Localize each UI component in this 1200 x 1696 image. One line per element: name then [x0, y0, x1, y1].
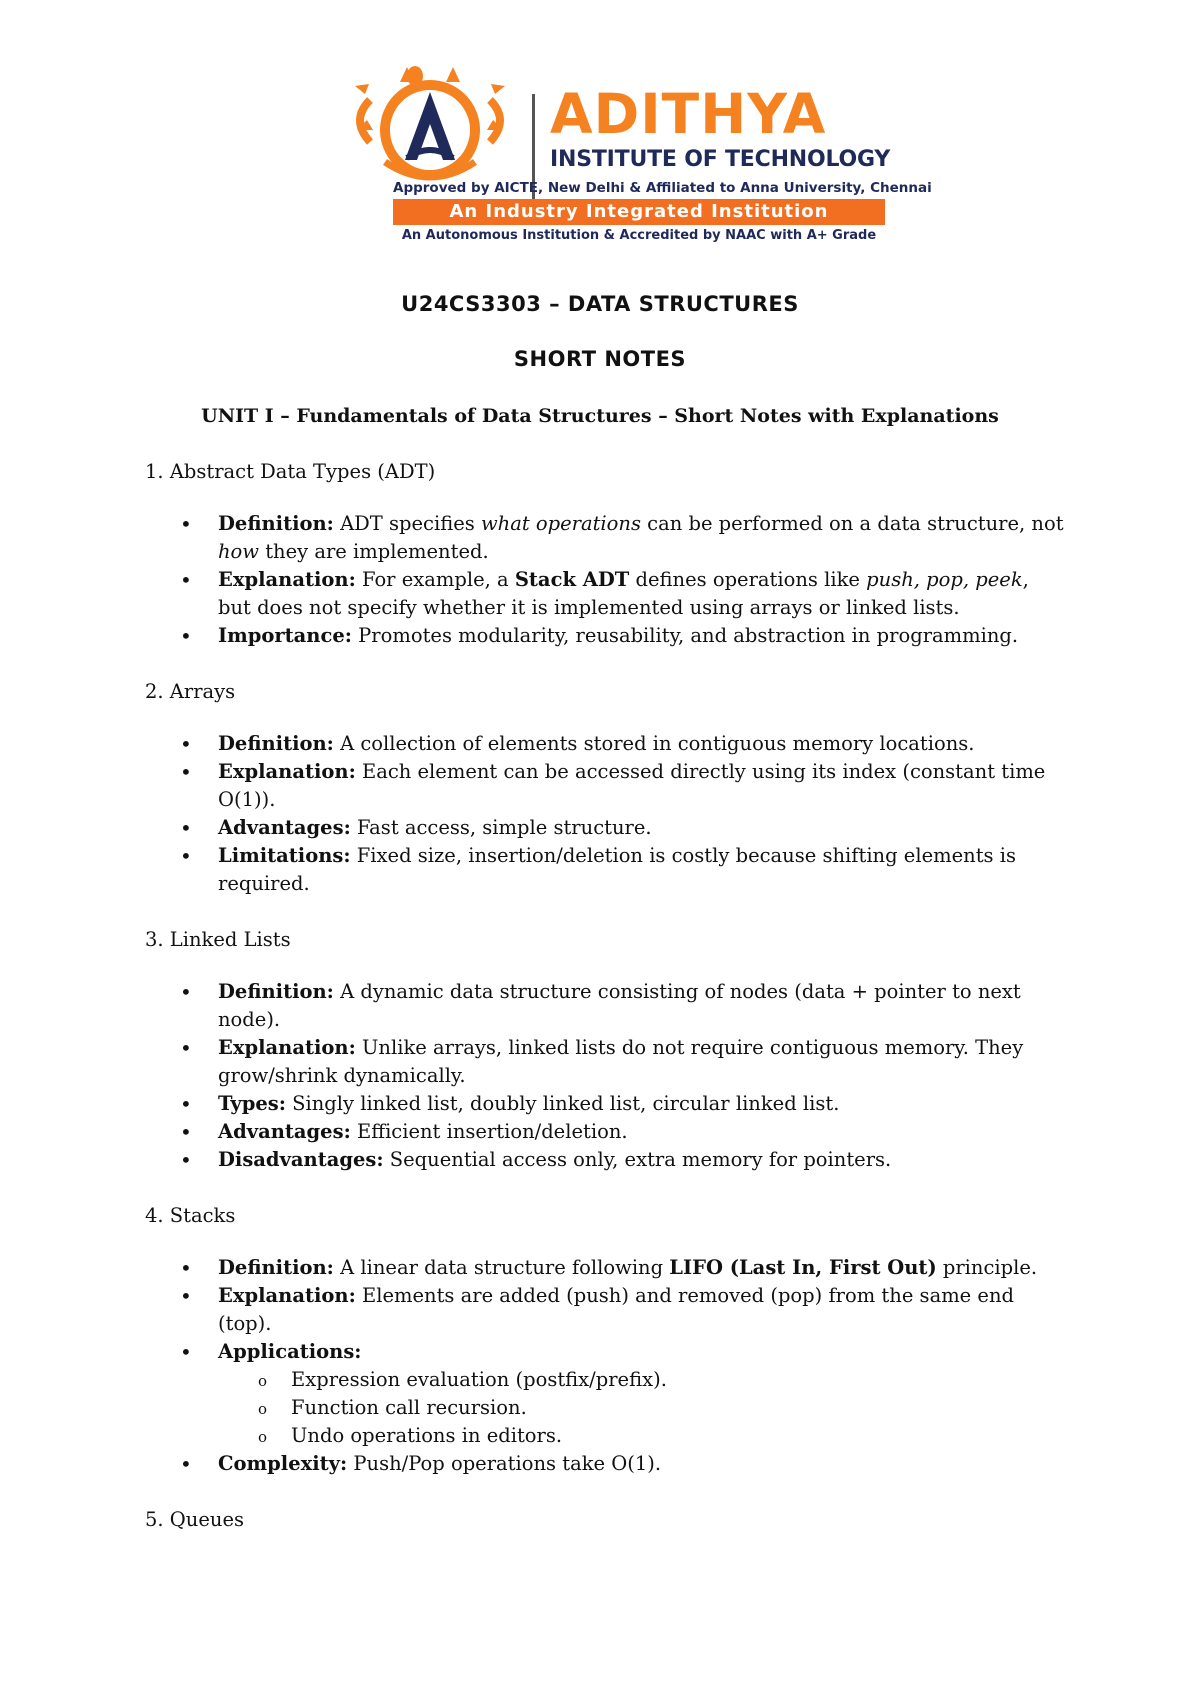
section-heading-linked-lists: 3. Linked Lists: [145, 928, 291, 951]
list-item: • Definition: A linear data structure following LIFO (Last In, First Out) principle.: [145, 1254, 1065, 1282]
list-item: • Advantages: Efficient insertion/deletion.: [145, 1118, 1065, 1146]
applications-sublist: [218, 1366, 1065, 1450]
list-item: • Limitations: Fixed size, insertion/deletion is costly because shifting elements is required.: [145, 842, 1065, 898]
list-item: • Explanation: For example, a Stack ADT defines operations like push, pop, peek, but does not specify whether it is implemented using arrays or linked lists.: [145, 566, 1065, 622]
linked-lists-list: [145, 978, 1065, 1174]
list-item: • Complexity: Push/Pop operations take O(1).: [145, 1450, 1065, 1478]
list-item: • Types: Singly linked list, doubly linked list, circular linked list.: [145, 1090, 1065, 1118]
accreditation-line: An Autonomous Institution & Accredited by NAAC with A+ Grade: [401, 228, 877, 243]
approval-line: Approved by AICTE, New Delhi & Affiliated to Anna University, Chennai: [393, 180, 932, 196]
adt-list: [145, 510, 1065, 650]
list-item: • Explanation: Elements are added (push) and removed (pop) from the same end (top).: [145, 1282, 1065, 1338]
list-item: • Definition: ADT specifies what operations can be performed on a data structure, not how they are implemented.: [145, 510, 1065, 566]
list-item: • Definition: A collection of elements stored in contiguous memory locations.: [145, 730, 1065, 758]
sub-list-item: o Function call recursion.: [218, 1394, 1065, 1422]
unit-title: UNIT I – Fundamentals of Data Structures – Short Notes with Explanations: [201, 405, 999, 427]
course-title: U24CS3303 – DATA STRUCTURES: [401, 292, 799, 316]
tagline-banner: An Industry Integrated Institution: [393, 199, 885, 225]
list-item: • Explanation: Each element can be accessed directly using its index (constant time O(1)).: [145, 758, 1065, 814]
stacks-list: [145, 1254, 1065, 1478]
brand-subtitle: INSTITUTE OF TECHNOLOGY: [550, 147, 891, 172]
list-item: • Definition: A dynamic data structure consisting of nodes (data + pointer to next node).: [145, 978, 1065, 1034]
list-item: • Explanation: Unlike arrays, linked lists do not require contiguous memory. They grow/shrink dynamically.: [145, 1034, 1065, 1090]
notes-body: [145, 458, 1065, 1534]
section-heading-arrays: 2. Arrays: [145, 680, 236, 703]
arrays-list: [145, 730, 1065, 898]
list-item: • Applications: o Expression evaluation (postfix/prefix). o Function call recursion. o Undo operations in editors.: [145, 1338, 1065, 1450]
notes-title: SHORT NOTES: [513, 347, 687, 371]
sub-list-item: o Expression evaluation (postfix/prefix).: [218, 1366, 1065, 1394]
list-item: • Importance: Promotes modularity, reusability, and abstraction in programming.: [145, 622, 1065, 650]
institution-logo: [345, 62, 932, 247]
section-heading-stacks: 4. Stacks: [145, 1204, 236, 1227]
sun-emblem-icon: [345, 62, 515, 187]
section-heading-queues: 5. Queues: [145, 1508, 244, 1531]
sub-list-item: o Undo operations in editors.: [218, 1422, 1065, 1450]
brand-name: ADITHYA: [550, 82, 827, 146]
section-heading-adt: 1. Abstract Data Types (ADT): [145, 460, 436, 483]
list-item: • Disadvantages: Sequential access only, extra memory for pointers.: [145, 1146, 1065, 1174]
list-item: • Advantages: Fast access, simple structure.: [145, 814, 1065, 842]
